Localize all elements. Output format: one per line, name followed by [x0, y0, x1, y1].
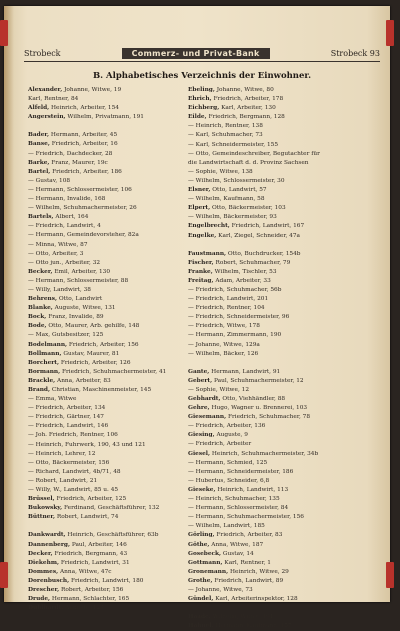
directory-entry — [28, 204, 184, 213]
entry-details: — Friedrich, Arbeiter — [188, 441, 252, 448]
red-tab-marker — [0, 20, 8, 46]
entry-surname: Franke, — [188, 268, 213, 275]
directory-entry — [28, 586, 184, 595]
entry-surname: Haade, — [188, 614, 211, 621]
directory-entry — [188, 550, 372, 559]
bank-banner: Commerz- und Privat-Bank — [122, 48, 270, 59]
entry-details: — Richard, Landwirt, 4b/71, 48 — [28, 468, 121, 475]
directory-entry — [28, 104, 184, 113]
entry-details: Auguste, 124 — [65, 605, 104, 612]
entry-details: Heinrich, Schuhmachermeister, 34b — [211, 450, 319, 457]
directory-entry — [28, 295, 184, 304]
entry-details: Ferdinand, Geschäftsführer, 132 — [63, 505, 160, 512]
entry-surname: Dankwardt, — [28, 532, 66, 539]
directory-entry — [188, 595, 372, 604]
entry-details: Wilhelm, Witwe, 191 — [212, 614, 274, 621]
entry-surname: Elsner, — [188, 187, 211, 194]
section-title: B. Alphabetisches Verzeichnis der Einwohner. — [92, 71, 312, 81]
directory-entry — [188, 232, 372, 241]
directory-entry — [188, 531, 372, 540]
entry-surname: Göthe, — [188, 541, 210, 548]
entry-surname: Freitag, — [188, 277, 214, 284]
entry-details: — Otto, Bäckermeister, 156 — [28, 459, 110, 466]
entry-details: Paul, Schuhmachermeister, 12 — [213, 377, 304, 384]
entry-surname: Gebert, — [188, 377, 213, 384]
directory-entry — [28, 268, 184, 277]
directory-entry — [188, 177, 372, 186]
entry-details: — Friedrich, Schneidermeister, 96 — [188, 314, 290, 321]
directory-entry — [28, 550, 184, 559]
directory-entry — [188, 495, 372, 504]
entry-details: Karl, Ziegel, Schneider, 47a — [218, 232, 301, 239]
entry-details: — Friedrich, Landwirt, 201 — [188, 296, 269, 303]
directory-entry — [28, 468, 184, 477]
entry-details: — Friedrich, Witwe, 178 — [188, 323, 260, 330]
directory-entry — [28, 413, 184, 422]
directory-entry — [28, 486, 184, 495]
directory-entry — [28, 113, 184, 122]
entry-details: — Friedrich, Arbeiter, 136 — [188, 423, 266, 430]
directory-entry — [28, 322, 184, 331]
entry-surname: Eilde, — [188, 114, 207, 121]
entry-details: Gustav, 14 — [222, 550, 254, 557]
entry-details: Otto, Maurer, Arb. gehilfe, 148 — [48, 323, 140, 330]
entry-details: — Hermann, Zimmermann, 190 — [188, 332, 282, 339]
directory-entry — [188, 486, 372, 495]
directory-entry — [188, 341, 372, 350]
directory-entry — [28, 131, 184, 140]
directory-entry — [28, 504, 184, 513]
entry-details: — Friedrich, Landwirt, 146 — [28, 423, 109, 430]
entry-details: — Hermann, Schuhmachermeister, 156 — [188, 514, 304, 521]
entry-surname: Gronemann, — [188, 568, 229, 575]
entry-surname: Dorenbusch, — [28, 577, 70, 584]
entry-surname: Brand, — [28, 387, 50, 393]
entry-surname: Blanke, — [28, 305, 53, 312]
directory-entry — [28, 241, 184, 250]
directory-entry — [188, 477, 372, 486]
entry-details: — Heinrich, Schuhmacher, 135 — [188, 496, 280, 503]
entry-details: — Hermann, Schmied, 125 — [188, 459, 268, 466]
entry-surname: Giesemann, — [188, 414, 227, 421]
entry-surname: Büttner, — [28, 514, 56, 521]
entry-details: — Friedrich, Arbeiter, 134 — [28, 405, 106, 412]
directory-entry — [28, 395, 184, 404]
entry-details: Heinrich, Witwe, 29 — [229, 568, 289, 575]
entry-details: Friedrich, Schuhmacher, 78 — [227, 414, 311, 421]
entry-details: — Otto, Arbeiter, 3 — [28, 250, 84, 257]
directory-entry — [28, 495, 184, 504]
entry-surname: Brackle, — [28, 377, 56, 384]
right-column — [188, 86, 372, 631]
directory-entry — [28, 222, 184, 231]
directory-entry — [188, 95, 372, 104]
directory-entry — [28, 359, 184, 368]
entry-details: Robert, Schuhmacher, 79 — [215, 259, 291, 266]
entry-details: — Willy, W., Landwirt, 85 u. 45 — [28, 487, 119, 494]
directory-entry — [188, 350, 372, 359]
red-tab-marker — [386, 20, 394, 46]
entry-surname: Fischer, — [188, 259, 214, 266]
entry-details: Karl, Rentner, 84 — [28, 96, 79, 103]
entry-surname: Alfeld, — [28, 105, 50, 112]
directory-entry — [188, 377, 372, 386]
entry-details: Otto, Landwirt, 57 — [212, 187, 267, 194]
entry-details: — Otto jun., Arbeiter, 32 — [28, 259, 101, 266]
directory-entry — [28, 95, 184, 104]
entry-details: Friedrich, Arbeiter, 178 — [213, 96, 284, 103]
entry-details: — Friedrich, Schuhmacher, 56b — [188, 286, 282, 293]
entry-details: die Landwirtschaft d. d. Provinz Sachsen — [188, 159, 309, 166]
directory-entry — [28, 450, 184, 459]
directory-entry — [28, 168, 184, 177]
entry-surname: Elpert, — [188, 205, 211, 212]
entry-details: — Minna, Witwe, 87 — [28, 241, 88, 248]
entry-details: — Wilhelm, Schuhmachermeister, 26 — [28, 205, 137, 212]
entry-details: — Friedrich, Rentner, 104 — [188, 305, 265, 312]
entry-surname: Gehre, — [188, 405, 210, 412]
entry-surname: Behrens, — [28, 296, 58, 303]
directory-entry — [28, 422, 184, 431]
entry-details: Hermann, Landwirt, 91 — [211, 368, 281, 375]
directory-entry — [28, 159, 184, 168]
entry-surname: Engelke, — [188, 232, 217, 239]
entry-surname: Decker, — [28, 550, 53, 557]
directory-entry — [28, 286, 184, 295]
directory-entry — [188, 386, 372, 395]
entry-details: Wilhelm, Tischler, 53 — [214, 268, 277, 275]
entry-details: — Max, Gutsbesitzer, 125 — [28, 332, 104, 339]
entry-details: Karl, Rentner, 1 — [224, 559, 271, 566]
entry-details: — Gustav, 108 — [28, 177, 71, 184]
directory-entry — [188, 213, 372, 222]
entry-details: — Hermann, Schlossermeister, 84 — [188, 505, 289, 512]
entry-surname: Hahnel, — [188, 623, 214, 630]
directory-entry — [188, 468, 372, 477]
entry-details: Johanne, Witwe, 80 — [216, 87, 274, 93]
directory-entry — [28, 431, 184, 440]
entry-details: Friedrich, Arbeiter, 125 — [56, 496, 127, 503]
directory-entry — [28, 341, 184, 350]
directory-entry — [188, 504, 372, 513]
directory-entry — [188, 568, 372, 577]
entry-surname: Dommes, — [28, 568, 59, 575]
directory-entry — [28, 531, 184, 540]
directory-entry — [188, 395, 372, 404]
directory-entry — [188, 541, 372, 550]
directory-entry — [188, 295, 372, 304]
directory-entry — [188, 222, 372, 231]
entry-surname: Bode, — [28, 323, 47, 330]
entry-surname: Grothe, — [188, 577, 213, 584]
directory-entry — [188, 522, 372, 531]
entry-details: Heinrich, Landwirt, 113 — [217, 486, 289, 493]
entry-details: — Heinrich, Fuhrwerk, 190, 43 und 121 — [28, 441, 146, 448]
entry-details: — Wilhelm, Bäcker, 126 — [188, 350, 259, 357]
entry-details: Karl, Arbeiter, 130 — [221, 105, 276, 112]
entry-details: Auguste, 9 — [216, 432, 248, 439]
directory-entry — [188, 368, 372, 377]
entry-details: — Sophie, Witwe, 138 — [188, 168, 253, 175]
directory-entry — [188, 131, 372, 140]
entry-details: Gustav, Maurer, 81 — [63, 350, 120, 357]
directory-entry — [188, 431, 372, 440]
entry-details: Friedrich, Arbeiter, 186 — [52, 168, 122, 175]
entry-surname: Gebhardt, — [188, 396, 221, 402]
entry-details: Otto, Viehhändler, 88 — [222, 396, 286, 402]
entry-details: Friedrich, Arbeiter, 126 — [60, 359, 131, 366]
directory-entry — [28, 177, 184, 186]
entry-surname: Ehrich, — [188, 96, 212, 103]
entry-surname: Bartel, — [28, 168, 51, 175]
entry-details: — Robert, Landwirt, 21 — [28, 477, 98, 484]
entry-details: Friedrich, Landwirt, 89 — [214, 577, 284, 584]
directory-entry — [188, 313, 372, 322]
entry-details: — Johanne, Witwe, 129a — [188, 341, 260, 348]
entry-surname: Engelbrecht, — [188, 223, 230, 230]
directory-entry — [188, 204, 372, 213]
entry-details: — Wilhelm, Landwirt, 185 — [188, 523, 265, 530]
entry-details: Hugo, Wagner u. Brennerei, 103 — [211, 405, 308, 412]
entry-details: — Hubertus, Schneider, 6,8 — [188, 477, 270, 484]
entry-surname: Bormann, — [28, 368, 61, 375]
entry-details: — Joh. Friedrich, Rentner, 106 — [28, 432, 118, 439]
entry-details: Otto, Bäckermeister, 103 — [211, 205, 286, 212]
entry-surname: Borchert, — [28, 359, 60, 366]
entry-surname: Gosebeck, — [188, 550, 222, 557]
directory-entry — [28, 604, 184, 613]
entry-surname: Diekehm, — [28, 559, 59, 566]
entry-details: Hermann, Schlachter, 165 — [51, 596, 130, 603]
entry-surname: Bollmann, — [28, 350, 62, 357]
directory-entry — [28, 231, 184, 240]
entry-surname: Gieseke, — [188, 486, 216, 493]
directory-entry — [188, 122, 372, 131]
directory-entry — [28, 277, 184, 286]
entry-details: Hermann, Kaufmann, 157 — [215, 623, 292, 630]
entry-details: — Hermann, Schneidermeister, 186 — [188, 468, 294, 475]
directory-entry — [188, 195, 372, 204]
entry-details: — Friedrich, Gärtner, 147 — [28, 414, 104, 421]
directory-entry — [28, 477, 184, 486]
directory-entry — [188, 622, 372, 631]
entry-details: Franz, Maurer, 19c — [51, 159, 108, 166]
entry-details: Adam, Arbeiter, 33 — [215, 277, 271, 284]
entry-details: Anna, Witwe, 187 — [211, 541, 264, 548]
entry-surname: Barke, — [28, 159, 50, 166]
entry-surname: Angerstein, — [28, 114, 66, 121]
directory-entry — [188, 577, 372, 586]
entry-surname: Bodelmann, — [28, 341, 68, 348]
entry-details: Hermann, Arbeiter, 45 — [50, 132, 118, 139]
entry-surname: Görling, — [188, 532, 215, 539]
entry-surname: Bukowsky, — [28, 505, 63, 512]
entry-details: Friedrich, Landwirt, 167 — [231, 223, 305, 230]
entry-details: Paul, Arbeiter, 146 — [71, 541, 127, 548]
entry-details: — Wilhelm, Bäckermeister, 93 — [188, 214, 277, 221]
entry-details: Otto, Buchdrucker, 154b — [227, 250, 301, 257]
directory-entry — [28, 386, 184, 395]
directory-entry — [188, 277, 372, 286]
entry-surname: Brüssel, — [28, 496, 55, 503]
directory-entry — [188, 168, 372, 177]
entry-details: — Hermann, Gemeindevorsteher, 82a — [28, 232, 139, 239]
entry-details: Emil, Arbeiter, 130 — [54, 268, 111, 275]
entry-surname: Bartels, — [28, 214, 54, 221]
directory-entry — [28, 559, 184, 568]
entry-surname: Eichberg, — [188, 105, 220, 112]
red-tab-marker — [0, 562, 8, 588]
header-left: Strobeck — [24, 48, 61, 58]
directory-entry — [188, 150, 372, 159]
directory-entry — [188, 422, 372, 431]
entry-details: — Hermann, Schlossermeister, 88 — [28, 277, 129, 284]
entry-details: — Willy, Landwirt, 38 — [28, 286, 91, 293]
entry-details: Robert, Landwirt, 74 — [56, 514, 119, 521]
directory-entry — [28, 441, 184, 450]
entry-surname: Ebeling, — [188, 87, 215, 93]
directory-entry — [28, 313, 184, 322]
entry-details: Friedrich, Schuhmachermeister, 41 — [62, 368, 167, 375]
entry-details: Heinrich, Geschäftsführer, 63b — [67, 532, 159, 539]
directory-entry — [188, 186, 372, 195]
directory-entry — [28, 577, 184, 586]
directory-entry — [188, 113, 372, 122]
directory-entry — [28, 150, 184, 159]
directory-entry — [188, 459, 372, 468]
entry-details: — Johanne, Witwe, 73 — [188, 586, 253, 593]
directory-entry — [28, 213, 184, 222]
entry-surname: Becker, — [28, 268, 53, 275]
entry-details: — Emma, Witwe — [28, 396, 77, 403]
directory-entry — [28, 86, 184, 95]
directory-entry — [28, 595, 184, 604]
entry-details: — Otto, Gemeindeschreiber, Begutachter für — [188, 150, 320, 157]
directory-entry — [28, 568, 184, 577]
entry-details: — Hermann, Invalide, 168 — [28, 196, 106, 203]
entry-surname: Drude, — [28, 596, 51, 603]
entry-surname: Faustmann, — [188, 250, 227, 257]
directory-entry — [28, 331, 184, 340]
entry-details: — Karl, Schuhmacher, 73 — [188, 132, 263, 139]
entry-details: — Heinrich, Lehrer, 12 — [28, 450, 96, 457]
directory-entry — [188, 331, 372, 340]
entry-surname: Gündel, — [188, 596, 214, 603]
entry-details: Friedrich, Bergmann, 43 — [54, 550, 128, 557]
entry-details: Karl, Arbeiterinspektor, 128 — [215, 596, 298, 603]
entry-surname: Bader, — [28, 132, 50, 139]
directory-entry — [188, 286, 372, 295]
entry-details: — Karl, Schneidermeister, 155 — [188, 141, 279, 148]
entry-details: — Friedrich, Landwirt, 4 — [28, 223, 101, 230]
directory-entry — [188, 586, 372, 595]
entry-details: — Wilhelm, Kaufmann, 58 — [188, 196, 265, 203]
directory-entry — [28, 259, 184, 268]
directory-entry — [28, 304, 184, 313]
entry-surname: Gante, — [188, 368, 210, 375]
entry-surname: Bock, — [28, 314, 47, 321]
entry-surname: Duldhardt, — [28, 605, 64, 612]
directory-entry — [188, 322, 372, 331]
directory-entry — [188, 559, 372, 568]
entry-details: — Hermann, Schlossermeister, 106 — [28, 186, 132, 193]
directory-entry — [28, 250, 184, 259]
entry-details: Friedrich, Arbeiter, 83 — [216, 532, 283, 539]
entry-details: Wilhelm, Privatmann, 191 — [67, 114, 144, 121]
red-tab-marker — [386, 562, 394, 588]
directory-entry — [28, 377, 184, 386]
directory-entry — [188, 404, 372, 413]
directory-entry — [188, 513, 372, 522]
entry-details: Auguste, Witwe, 131 — [54, 305, 116, 312]
entry-surname: Dannenberg, — [28, 541, 70, 548]
entry-details: Albert, 164 — [55, 214, 89, 221]
directory-entry — [28, 350, 184, 359]
entry-surname: Alexander, — [28, 87, 63, 93]
header-right: Strobeck 93 — [330, 48, 380, 58]
entry-details: Friedrich, Arbeiter, 16 — [51, 141, 118, 148]
left-column — [28, 86, 184, 613]
directory-entry — [28, 195, 184, 204]
entry-surname: Giesing, — [188, 432, 215, 439]
entry-details: Anna, Witwe, 47c — [59, 568, 112, 575]
entry-details: Friedrich, Arbeiter, 156 — [68, 341, 139, 348]
entry-details: Franz, Invalide, 89 — [48, 314, 104, 321]
header-rule — [24, 61, 380, 62]
directory-entry — [188, 413, 372, 422]
entry-details: Otto, Landwirt — [58, 296, 103, 303]
directory-entry — [28, 459, 184, 468]
directory-entry — [28, 541, 184, 550]
directory-entry — [188, 613, 372, 622]
entry-details: Robert, Arbeiter, 156 — [60, 586, 124, 593]
directory-entry — [188, 141, 372, 150]
directory-entry — [28, 404, 184, 413]
directory-entry — [188, 250, 372, 259]
entry-surname: Drescher, — [28, 586, 60, 593]
directory-entry — [28, 513, 184, 522]
entry-details: Christian, Maschinenmeister, 145 — [51, 387, 152, 393]
entry-details: Friedrich, Bergmann, 128 — [208, 114, 285, 121]
directory-entry — [188, 450, 372, 459]
entry-surname: Banse, — [28, 141, 50, 148]
entry-details: Johanne, Witwe, 19 — [64, 87, 122, 93]
directory-entry — [28, 140, 184, 149]
page-header — [24, 47, 380, 59]
directory-entry — [188, 86, 372, 95]
directory-entry — [188, 304, 372, 313]
entry-details: — Heinrich, Rentner, 138 — [188, 123, 263, 130]
directory-entry — [188, 440, 372, 449]
entry-details: — Wilhelm, Schlossermeister, 30 — [188, 177, 285, 184]
directory-entry — [28, 186, 184, 195]
directory-entry — [188, 104, 372, 113]
entry-details: Anna, Arbeiter, 83 — [57, 377, 111, 384]
entry-details: Friedrich, Landwirt, 180 — [71, 577, 144, 584]
entry-surname: Giesel, — [188, 450, 211, 457]
entry-surname: Gottmann, — [188, 559, 223, 566]
directory-entry — [28, 368, 184, 377]
directory-entry — [188, 159, 372, 168]
entry-details: — Sophie, Witwe, 12 — [188, 386, 250, 393]
directory-entry — [188, 268, 372, 277]
entry-details: — Friedrich, Dachdecker, 28 — [28, 150, 113, 157]
directory-entry — [188, 259, 372, 268]
entry-details: Friedrich, Landwirt, 31 — [60, 559, 130, 566]
entry-details: Heinrich, Arbeiter, 154 — [51, 105, 119, 112]
